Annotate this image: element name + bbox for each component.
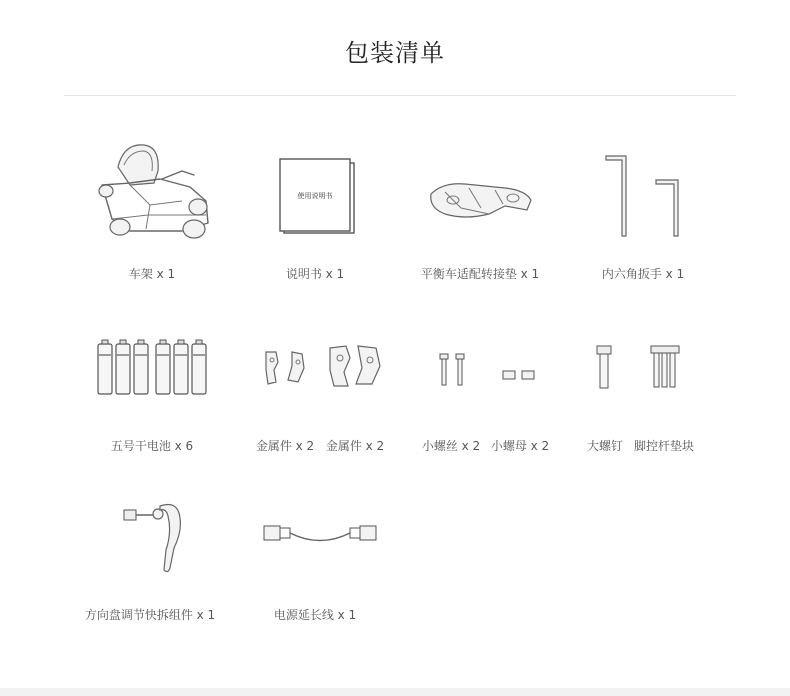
manual-book-caption: 说明书 x 1 xyxy=(285,267,345,281)
small-screw-icon xyxy=(438,352,468,388)
hex-key-icon xyxy=(600,150,690,240)
kart-frame-icon xyxy=(90,135,220,245)
page-title: 包装清单 xyxy=(345,39,445,67)
metal-part-a-caption: 金属件 x 2 xyxy=(255,439,315,453)
extension-cable-icon xyxy=(262,518,382,548)
adapter-pad-caption: 平衡车适配转接垫 x 1 xyxy=(420,267,540,281)
small-nut-icon xyxy=(502,370,538,382)
pedal-spacer-icon xyxy=(650,344,682,390)
metal-part-b-caption: 金属件 x 2 xyxy=(325,439,385,453)
quick-release-caption: 方向盘调节快拆组件 x 1 xyxy=(84,608,216,622)
adapter-pad-icon xyxy=(425,178,535,228)
large-screw-icon xyxy=(595,344,615,390)
pedal-spacer-caption: 脚控杆垫块 xyxy=(633,439,695,453)
extension-cable-caption: 电源延长线 x 1 xyxy=(273,608,357,622)
large-screw-caption: 大螺钉 xyxy=(586,439,624,453)
small-nut-caption: 小螺母 x 2 xyxy=(490,439,550,453)
quick-release-icon xyxy=(122,496,192,576)
metal-part-a-icon xyxy=(262,348,312,388)
hex-key-caption: 内六角扳手 x 1 xyxy=(601,267,685,281)
small-screw-caption: 小螺丝 x 2 xyxy=(421,439,481,453)
title-divider xyxy=(64,95,736,96)
kart-frame-caption: 车架 x 1 xyxy=(128,267,176,281)
metal-part-b-icon xyxy=(326,344,386,390)
footer-band xyxy=(0,688,790,696)
aa-batteries-icon xyxy=(98,340,218,396)
manual-book-label: 使用说明书 xyxy=(297,192,333,200)
aa-batteries-caption: 五号干电池 x 6 xyxy=(110,439,194,453)
